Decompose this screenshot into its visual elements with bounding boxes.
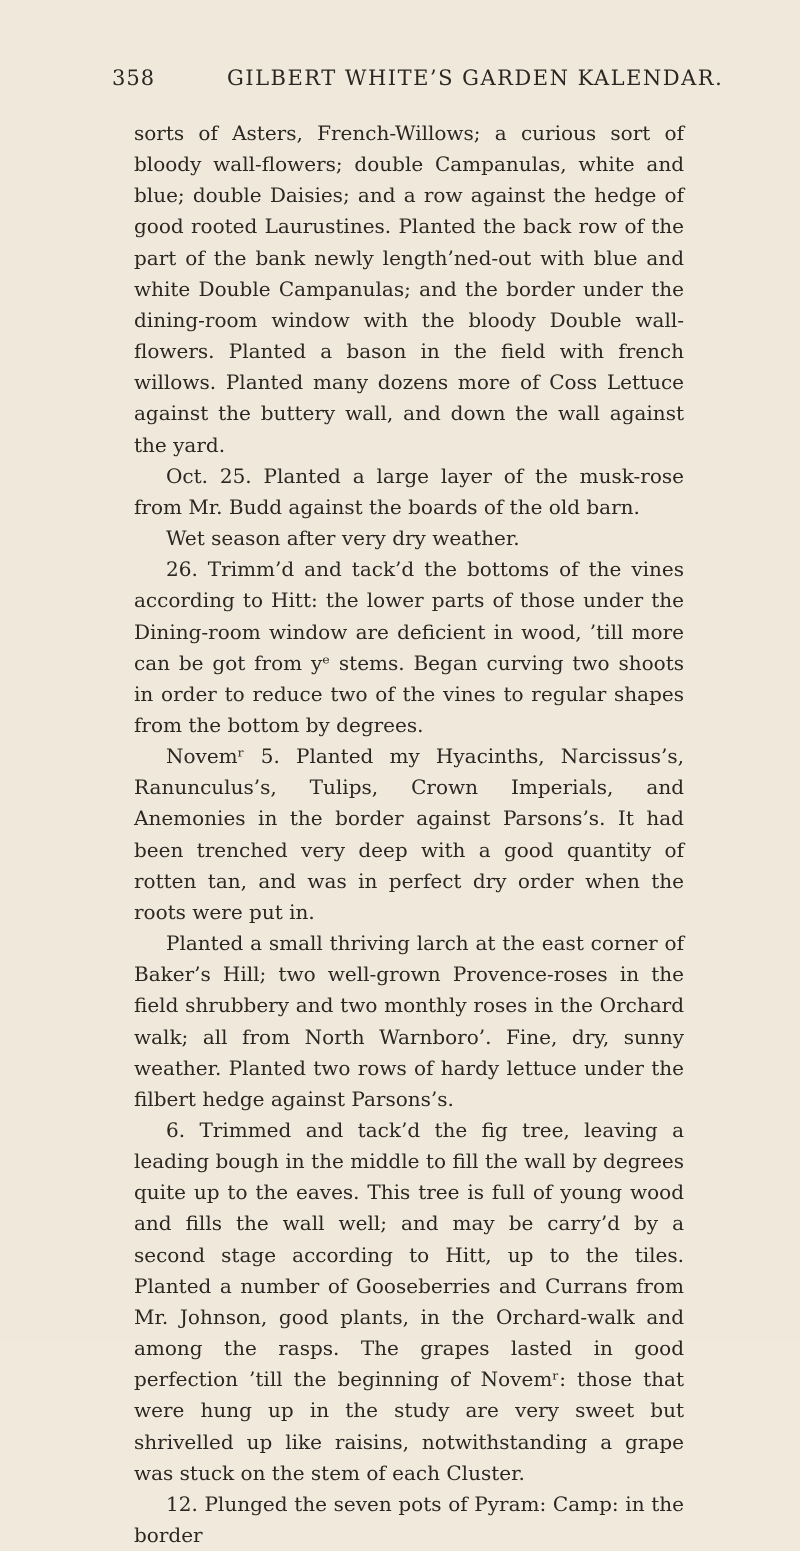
- running-head: [112, 66, 724, 98]
- paragraph-12: 12. Plunged the seven pots of Pyram: Camp: in the border: [134, 1491, 684, 1548]
- paragraph-november-5: Novemʳ 5. Planted my Hyacinths, Narcissus’s, Ranunculus’s, Tulips, Crown Imperials, and Anemonies in the border against Parsons’s. It had been trenched very deep with a good quantity of rotten tan, and was in perfect dry order when the roots were put in.: [134, 744, 684, 924]
- paragraph-asters: sorts of Asters, French-Willows; a curious sort of bloody wall-flowers; double Campanulas, white and blue; double Daisies; and a row against the hedge of good rooted Laurustines. Planted the back row of the part of the bank newly length’ned-out with blue and white Double Campanulas; and the border under the dining-room window with the bloody Double wall-flowers. Planted a bason in the field with french willows. Planted many dozens more of Coss Lettuce against the buttery wall, and down the wall against the yard.: [134, 121, 684, 457]
- running-title: GILBERT WHITE’S GARDEN KALENDAR.: [227, 66, 724, 90]
- paragraph-26: 26. Trimm’d and tack’d the bottoms of the vines according to Hitt: the lower parts of those under the Dining-room window are deficient in wood, ’till more can be got from yᵉ stems. Began curving two shoots in order to reduce two of the vines to regular shapes from the bottom by degrees.: [134, 557, 684, 737]
- paragraph-larch: Planted a small thriving larch at the east corner of Baker’s Hill; two well-grown Provence-roses in the field shrubbery and two monthly roses in the Orchard walk; all from North Warnboro’. Fine, dry, sunny weather. Planted two rows of hardy lettuce under the filbert hedge against Parsons’s.: [134, 931, 684, 1111]
- paragraph-wet-season: Wet season after very dry weather.: [166, 526, 520, 551]
- paragraph-6: 6. Trimmed and tack’d the fig tree, leaving a leading bough in the middle to fill the wall by degrees quite up to the eaves. This tree is full of young wood and fills the wall well; and may be carry’d by a second stage according to Hitt, up to the tiles. Planted a number of Gooseberries and Currans from Mr. Johnson, good plants, in the Orchard-walk and among the rasps. The grapes lasted in good perfection ’till the beginning of Novemʳ: those that were hung up in the study are very sweet but shrivelled up like raisins, notwithstanding a grape was stuck on the stem of each Cluster.: [134, 1118, 684, 1485]
- paragraph-oct-25: Oct. 25. Planted a large layer of the musk-rose from Mr. Budd against the boards of the old barn.: [134, 463, 684, 519]
- page-number: 358: [112, 66, 156, 90]
- body-text: [134, 118, 684, 1551]
